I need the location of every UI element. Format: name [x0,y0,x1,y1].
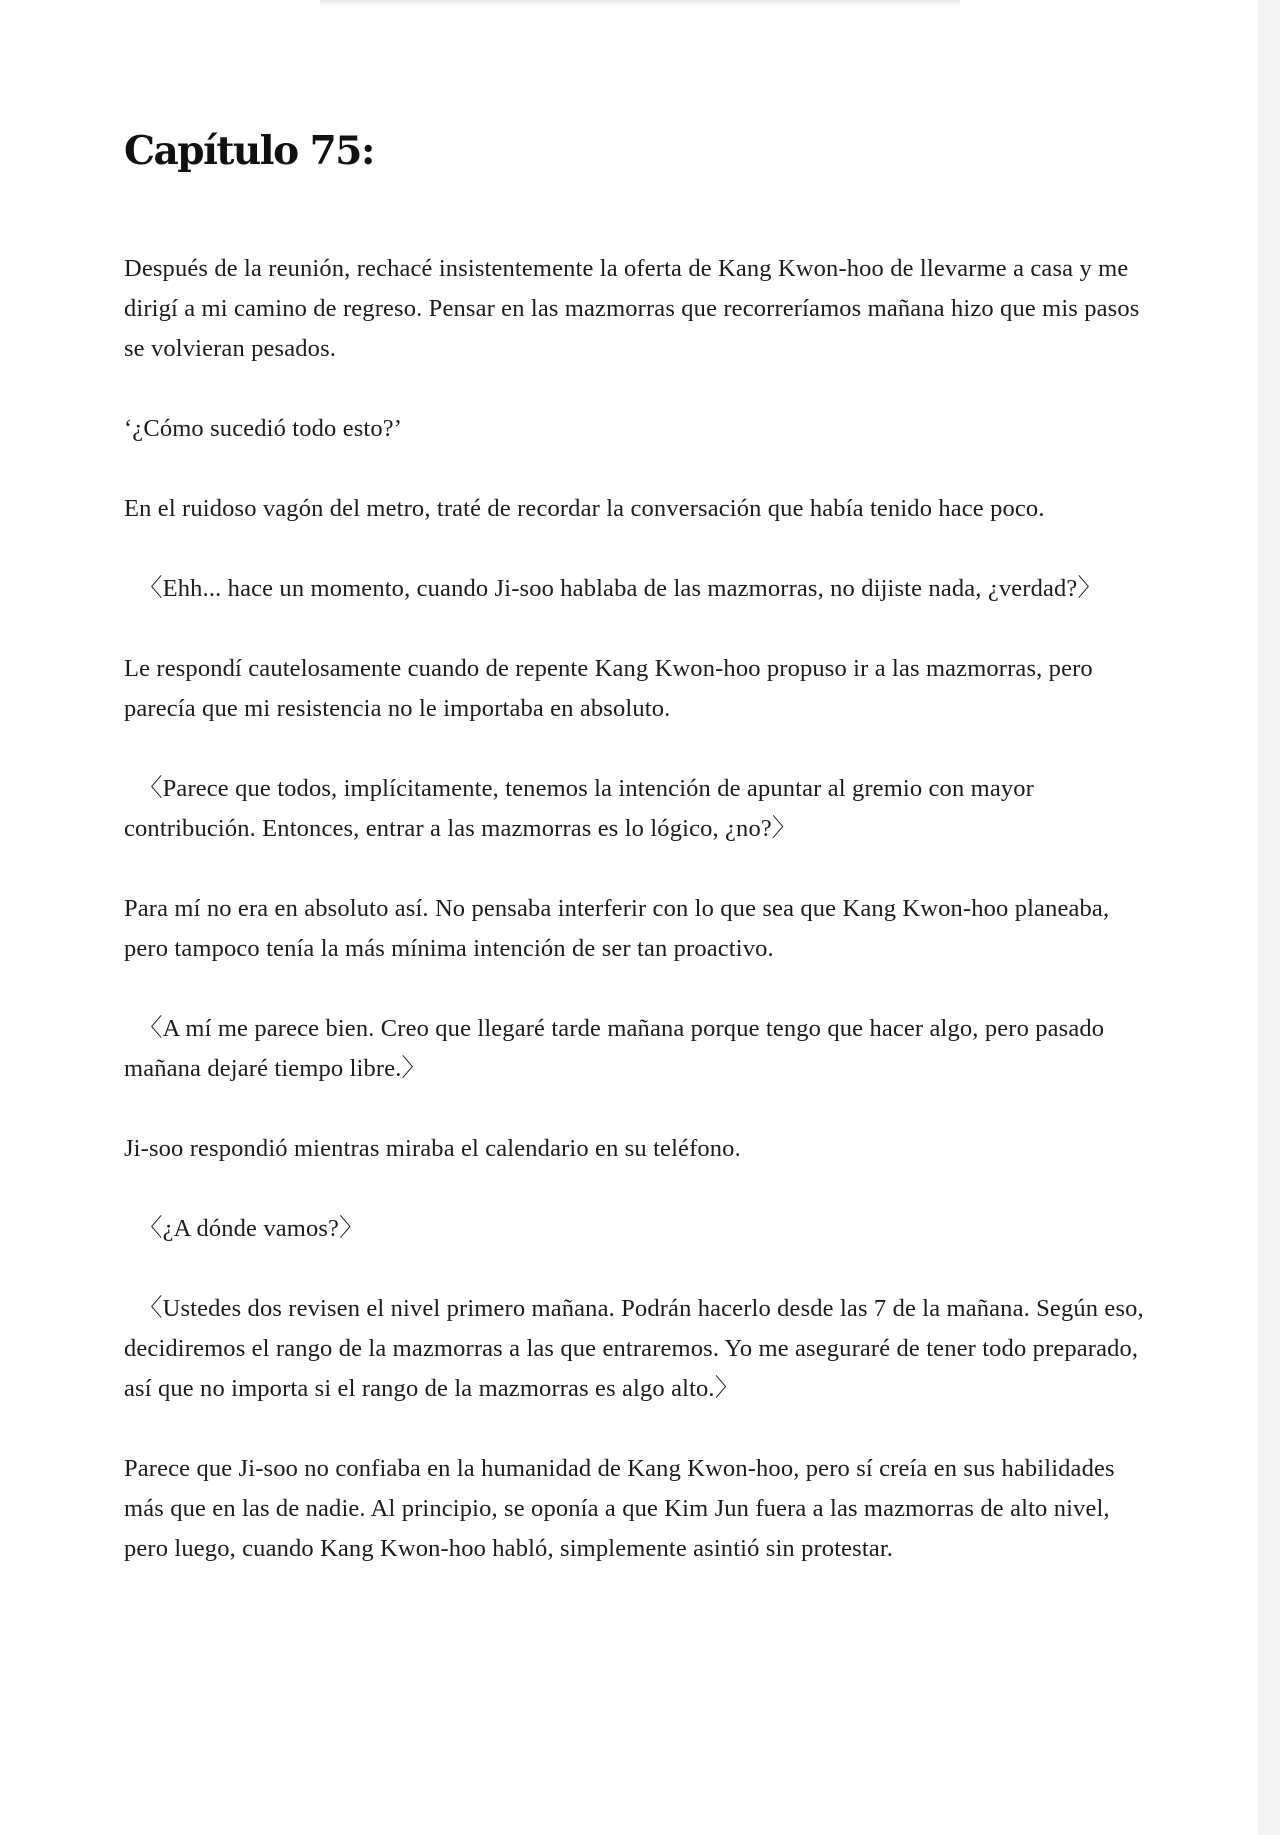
document-body [124,128,1144,1609]
paragraph: ‘¿Cómo sucedió todo esto?’ [124,414,403,442]
dialogue-paragraph: 〈Ehh... hace un momento, cuando Ji-soo hablaba de las mazmorras, no dijiste nada, ¿verdad?〉 [138,574,1103,602]
paragraph: Le respondí cautelosamente cuando de repente Kang Kwon-hoo propuso ir a las mazmorras, pero parecía que mi resistencia no le importaba en absoluto. [124,654,1093,722]
dialogue-paragraph: 〈Parece que todos, implícitamente, tenemos la intención de apuntar al gremio con mayor contribución. Entonces, entrar a las mazmorras es lo lógico, ¿no?〉 [124,774,1034,842]
dialogue-paragraph: 〈¿A dónde vamos?〉 [138,1214,364,1242]
dialogue-paragraph: 〈A mí me parece bien. Creo que llegaré tarde mañana porque tengo que hacer algo, pero pasado mañana dejaré tiempo libre.〉 [124,1014,1105,1082]
paragraph: En el ruidoso vagón del metro, traté de recordar la conversación que había tenido hace poco. [124,494,1045,522]
paragraph: Parece que Ji-soo no confiaba en la humanidad de Kang Kwon-hoo, pero sí creía en sus habilidades más que en las de nadie. Al principio, se oponía a que Kim Jun fuera a las mazmorras de alto nivel, pero luego, cuando Kang Kwon-hoo habló, simplemente asintió sin protestar. [124,1454,1115,1562]
right-edge-strip [1258,0,1280,1835]
paragraph: Para mí no era en absoluto así. No pensaba interferir con lo que sea que Kang Kwon-hoo planeaba, pero tampoco tenía la más mínima intención de ser tan proactivo. [124,894,1110,962]
dialogue-paragraph: 〈Ustedes dos revisen el nivel primero mañana. Podrán hacerlo desde las 7 de la mañana. Según eso, decidiremos el rango de la mazmorras a las que entraremos. Yo me aseguraré de tener todo preparado, así que no importa si el rango de la mazmorras es algo alto.〉 [124,1294,1144,1402]
chapter-title: Capítulo 75: [124,128,374,174]
paragraph: Después de la reunión, rechacé insistentemente la oferta de Kang Kwon-hoo de llevarme a casa y me dirigí a mi camino de regreso. Pensar en las mazmorras que recorreríamos mañana hizo que mis pasos se volvieran pesados. [124,254,1140,362]
paragraph: Ji-soo respondió mientras miraba el calendario en su teléfono. [124,1134,741,1162]
top-edge-shadow [320,0,960,6]
